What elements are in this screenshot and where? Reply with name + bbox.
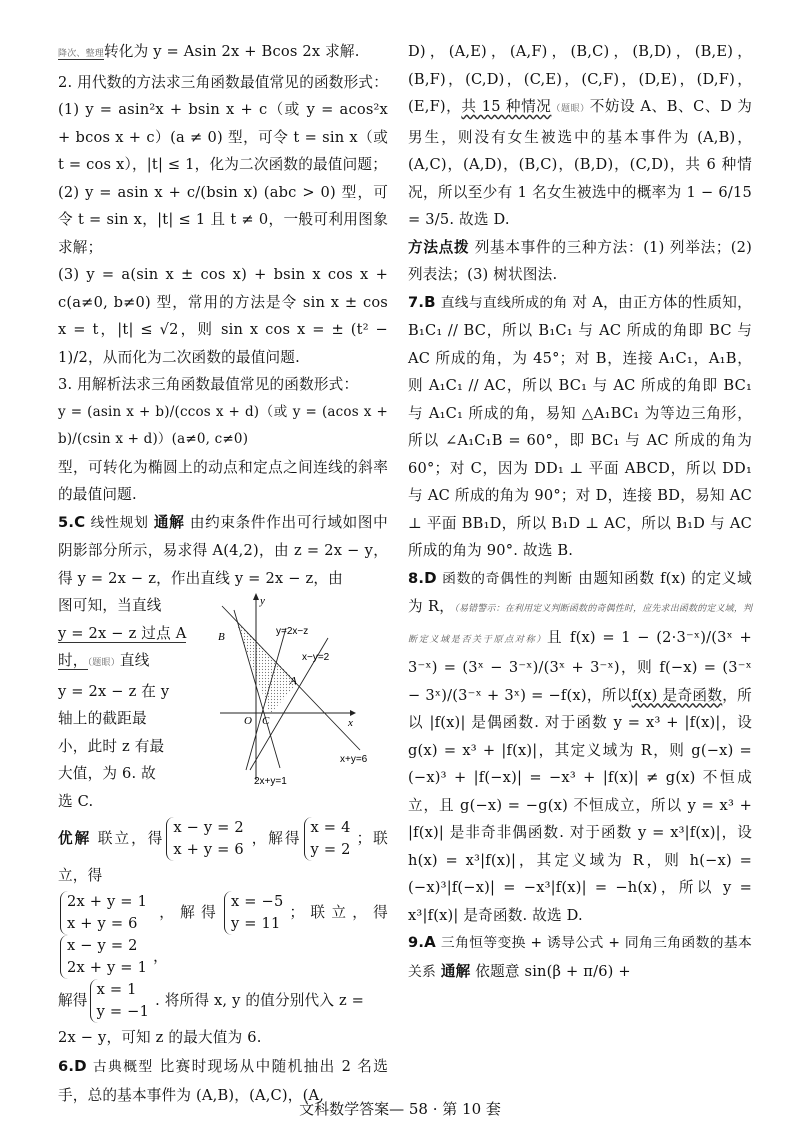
q8-text: ，所以 |f(x)| 是偶函数. 对于函数 y = x³ + |f(x)|，设 g(x) = x³ + |f(x)|，其定义域为 R，则 g(−x) = (−x)³ + |f(−x)| = −x³ + |f(x)| ≠ g(x) 不恒成立，且 g(−x) = −g(x) 不恒成立，所以 y = x³ + |f(x)| 是非奇非偶函数. 对于函数 y = x³|f(x)|，设 h(x) = x³|f(x)|，其定义域为 R，则 h(−x) = (−x)³|f(−x)| = −x³|f(x)| = −h(x)，所以 y = x³|f(x)| 是奇函数. 故选 D. <box>408 686 752 924</box>
q5-alt-text: . 将所得 x, y 的值分别代入 z = <box>155 992 365 1009</box>
q5-alt-text: 联立，得 <box>97 830 165 847</box>
q5-line <box>58 620 208 648</box>
q6-continuation <box>408 38 752 234</box>
equation-system <box>60 935 151 979</box>
q7-topic: 直线与直线所成的角 <box>440 294 568 311</box>
q8-number: 8. <box>408 569 425 587</box>
annotation-mark: 降次、整理 <box>58 49 105 59</box>
label-o: O <box>244 715 252 727</box>
method-tip-text: 列基本事件的三种方法：(1) 列举法；(2) 列表法；(3) 树状图法. <box>408 238 752 283</box>
equation: 2x + y = 1 <box>67 893 148 910</box>
equation: x = −5 <box>231 893 284 910</box>
q7-answer: B <box>424 292 436 311</box>
q5-line: 图可知，当直线 <box>58 597 162 614</box>
q5-tag: 通解 <box>153 513 185 531</box>
line-label: x+y=6 <box>340 754 368 765</box>
q9-number: 9. <box>408 934 425 951</box>
q8-topic: 函数的奇偶性的判断 <box>442 570 573 587</box>
q5-alt-text: ，解得 <box>249 830 302 847</box>
method-3-formula: y = (asin x + b)/(ccos x + d)（或 y = (acos x + b)/(csin x + d)）(a≠0, c≠0) <box>58 403 388 447</box>
intro-text: 转化为 y = Asin 2x + Bcos 2x 求解. <box>104 43 360 60</box>
page-footer: 文科数学答案— 58 · 第 10 套 <box>299 1100 501 1118</box>
q5-header <box>58 509 388 593</box>
right-column <box>408 38 752 986</box>
q6-text: 比赛时现场从中随机抽出 2 名选手，总的基本事件为 (A,B)，(A,C)，(A, <box>58 1058 388 1104</box>
q5-line: 大值，为 6. 故 <box>58 765 156 782</box>
x-axis-arrow <box>350 710 356 716</box>
q6-cont-text: 不妨设 A、B、C、D 为男生，则没有女生被选中的基本事件为 (A,B)，(A,C)，(A,D)，(B,C)，(B,D)，(C,D)，共 6 种情况，所以至少有 1 名女生被选中的概率为 1 − 6/15 = 3/5. 故选 D. <box>408 98 752 228</box>
equation: 2x + y = 1 <box>67 959 148 976</box>
method-3-desc: 型，可转化为椭圆上的动点和定点之间连线的斜率的最值问题. <box>58 458 388 503</box>
q5-line <box>58 647 208 678</box>
q8-text: f(−x) = (3⁻ˣ − 3ˣ)/(3⁻ˣ + 3ˣ) = −f(x)，所以 <box>408 659 752 704</box>
equation: x = 4 <box>310 819 351 836</box>
equation: x = 1 <box>96 981 137 998</box>
q5-alt-text: ；联立，得 <box>289 904 388 921</box>
equation: y = 2 <box>310 841 351 858</box>
method-tip-tag: 方法点拨 <box>408 238 470 256</box>
equation-system <box>60 891 151 935</box>
q7-number: 7. <box>408 293 425 311</box>
q5-line: 轴上的截距最 <box>58 710 147 727</box>
equation-system <box>166 817 248 861</box>
method-tip <box>408 234 752 289</box>
q5-answer: C <box>74 512 86 531</box>
equation: y = −1 <box>96 1003 150 1020</box>
label-x: x <box>348 717 353 729</box>
line-label: x−y=2 <box>302 652 330 663</box>
q6-cont-text: D)，(A,E)，(A,F)，(B,C)，(B,D)，(B,E)，(B,F)，(C,D)，(C,E)，(C,F)，(D,E)，(D,F)，(E,F)， <box>408 43 752 115</box>
q5-line: 选 C. <box>58 792 94 810</box>
q9-text: 依题意 sin(β + π/6) + <box>475 962 631 980</box>
annotation-mark: （题眼） <box>551 104 590 114</box>
equation: x − y = 2 <box>67 937 138 954</box>
equation: x − y = 2 <box>173 819 244 836</box>
line-label: 2x+y=1 <box>254 776 287 787</box>
solution-system <box>224 891 287 935</box>
intro-line <box>58 38 388 69</box>
q5-topic: 线性规划 <box>90 514 149 531</box>
label-y: y <box>260 595 265 607</box>
q8-text: 由题知函数 f(x) 的定义域为 R， <box>408 569 752 615</box>
method-3-title: 3. 用解析法求三角函数最值常见的函数形式： <box>58 376 359 393</box>
feasible-region-figure <box>210 590 380 790</box>
equation: y = 11 <box>231 915 281 932</box>
q6-number: 6. <box>58 1058 75 1075</box>
label-a: A <box>290 675 297 687</box>
q9-topic: 三角恒等变换 + 诱导公式 + 同角三角函数的基本关系 <box>408 935 752 980</box>
q9-answer: A <box>424 933 436 951</box>
q5-alt-text: ，解得 <box>153 904 222 921</box>
method-2-form-3: (3) y = a(sin x ± cos x) + bsin x cos x + c(a≠0, b≠0) 型，常用的方法是令 sin x ± cos x = t，|t| ≤ √2，则 sin x cos x = ± (t² − 1)/2，从而化为二次函数的最值问题. <box>58 266 388 366</box>
q8-key-text: f(x) 是奇函数 <box>631 686 723 704</box>
solution-system <box>304 817 355 861</box>
q5-alt-solution: 优解 联立，得x − y = 2 x + y = 6，解得x = 4 y = 2；联立，得 2x + y = 1 x + y = 6，解得x = −5 y = 11；联立，得x − y = 2 2x + y = 1， 解得x = 1 y = −1. 将所得 x, y 的值分别代入 z = 2x − y，可知 z 的最大值为 6. <box>58 819 388 1046</box>
q6-topic: 古典概型 <box>92 1059 154 1075</box>
q6-answer: D <box>74 1057 87 1075</box>
q5-line: 小，此时 z 有最 <box>58 737 165 755</box>
y-axis-arrow <box>253 593 259 600</box>
q6-key-text: 共 15 种情况 <box>461 98 552 115</box>
q5-alt-tag: 优解 <box>58 830 92 847</box>
q8-answer: D <box>424 568 437 587</box>
q8-block <box>408 565 752 930</box>
q5-figure-text <box>58 592 208 815</box>
method-2-form-1: 2. 用代数的方法求三角函数最值常见的函数形式：(1) y = asin²x + bsin x + c（或 y = acos²x + bcos x + c）(a ≠ 0) 型，可令 t = sin x（或 t = cos x），|t| ≤ 1，化为二次函数的最值问题； <box>58 73 388 173</box>
line-label: y=2x−z <box>276 626 309 637</box>
q9-block <box>408 929 752 986</box>
q7-text: 对 A，由正方体的性质知，B₁C₁ // BC，所以 B₁C₁ 与 AC 所成的角即 BC 与 AC 所成的角，为 45°；对 B，连接 A₁C₁，A₁B，则 A₁C₁ // AC，所以 BC₁ 与 AC 所成的角即 BC₁ 与 A₁C₁ 所成的角，易知 △A₁BC₁ 为等边三角形，所以 ∠A₁C₁B = 60°，即 BC₁ 与 AC 所成的角为 60°；对 C，因为 DD₁ ⊥ 平面 ABCD，所以 DD₁ 与 AC 所成的角为 90°；对 D，连接 BD，易知 AC ⊥ 平面 BB₁D，所以 B₁D ⊥ AC，所以 B₁D 与 AC 所成的角为 90°. 故选 B. <box>408 293 752 559</box>
q5-alt-text: ；联立，得 <box>58 830 388 884</box>
label-b: B <box>218 631 225 643</box>
label-c: C <box>262 715 270 727</box>
q5-number: 5. <box>58 513 75 531</box>
method-2-form-2: (2) y = asin x + c/(bsin x) (abc > 0) 型，可令 t = sin x，|t| ≤ 1 且 t ≠ 0，一般可利用图象求解； <box>58 183 388 256</box>
left-column <box>58 38 388 1109</box>
equation: x + y = 6 <box>67 915 138 932</box>
q8-note: （易错警示：在利用定义判断函数的奇偶性时，应先求出函数的定义域，判断定义域是否关于原点对称） <box>408 604 752 645</box>
q5-underlined: 时， <box>58 652 88 669</box>
q5-text: 由约束条件作出可行域如图中阴影部分所示，易求得 A(4,2)，由 z = 2x − y，得 y = 2x − z，作出直线 y = 2x − z，由 <box>58 513 388 587</box>
solution-system <box>90 979 153 1023</box>
q5-text-part: 直线 <box>119 652 150 669</box>
q7-block <box>408 289 752 565</box>
q5-alt-text: 2x − y，可知 z 的最大值为 6. <box>58 1029 262 1046</box>
q8-text: 且 f(x) = 1 − (2·3⁻ˣ)/(3ˣ + 3⁻ˣ) = (3ˣ − 3⁻ˣ)/(3ˣ + 3⁻ˣ)，则 <box>408 628 752 676</box>
equation: x + y = 6 <box>173 841 244 858</box>
q5-alt-text: 解得 <box>58 992 88 1009</box>
q5-line: y = 2x − z 在 y <box>58 682 170 700</box>
q9-tag: 通解 <box>440 962 471 980</box>
q5-underlined: y = 2x − z 过点 A <box>58 624 187 642</box>
annotation-mark: （题眼） <box>87 658 120 668</box>
